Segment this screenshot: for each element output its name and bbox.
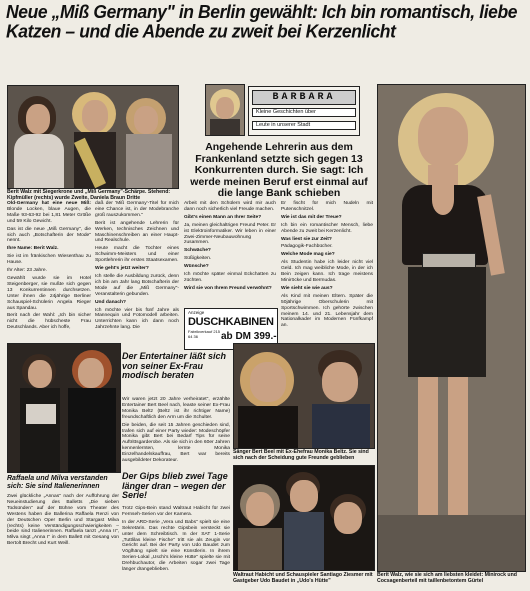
article-column-2 [95,201,179,333]
pageant-winners-photo [7,85,179,189]
column3-question: Gibt's einen Mann an Ihrer Seite? [184,214,262,220]
singer-photo-caption: Sänger Bert Beel mit Ex-Ehefrau Monika Beltz. Sie sind sich nach der Scheidung gute Freunde geblieben [233,449,369,461]
party-photo [233,465,375,571]
column3-question: Schwäche? [184,248,211,254]
entertainer-heading: Der Entertainer läßt sich von seiner Ex-Frau modisch beraten [122,351,227,380]
column4-question: Welche Mode mag sie? [281,252,335,258]
column2-question: Wie geht's jetzt weiter? [95,266,149,272]
ad-title: DUSCHKABINEN [188,316,274,328]
column2-text: Ich stelle die Ausbildung zurück, denn ich bin am Jahr lang Botschafterin der Mode auf die „Miß Germany"-Veranstalterin gebunden. [95,273,179,297]
column4-question: Wie ist das mit der Treue? [281,214,342,220]
subhead: Angehende Lehrerin aus dem Frankenland setzte sich gegen 13 Konkurrenten durch. Sie sagt: Ich werde meinen Beruf erst einmal auf die lange Bank schieben [190,141,368,199]
barbara-subline-1: Kleine Geschichten über [252,108,356,117]
berit-photo-caption: Berit Walz, wie sie sich am liebsten kleidet: Minirock und Cocsagenberteil mit taillenbetontem Gürtel [377,572,517,584]
column1-text: Gewählt wurde sie im Hotel Steigenberger, sie mußte sich gegen 13 Konkurrentinnen durchsetzen. Unter ihnen die 24jährige Berliner Schauspiel-Schülerin Angela Rieger aus Spandau. [7,275,91,311]
column1-text: Sie ist im fränkischen Wiesenthau zu Hause. [7,254,91,266]
italian-heading: Raffaela und Milva verstanden sich: Sie sind Italienerinnen [7,475,108,490]
column4-question: Was liest sie zur Zeit? [281,236,332,242]
gips-article [122,506,230,575]
ad-price: ab DM 399.- [221,331,277,342]
column4-text: Ich bin ein romantischer Mensch, liebe Abende zu zweit bei Kerzenlicht. [281,222,373,234]
column4-text: Als Studentin habe ich leider nicht viel Geld. Ich mag weibliche Mode, in der ich Bein zeigen kann. Ich trage meistens Miniröcke und Bermudas. [281,260,373,283]
column1-text: Berit nach der Wahl: „Ich bin sicher nicht die hübscheste Frau Deutschlands. Aber ich hoffe, [7,313,91,331]
entertainer-text: Die beiden, die seit 15 Jahren geschieden sind, trafen sich auf einer Party wieder: Modeschöpfer Monika gibt Bert bei Bedarf Tips für seine Auftrittsgarderobe. Als sie sich in den 60er Jahren kennenlernten, lernte Monika Einzelhandelskauffrau, Bert war bereits ausgebildeter Dekorateur. [122,422,230,464]
column1-text: Blonde Locken, blaue Augen, die Maße 93-63-92 bei 1,81 Meter Größe und 59 Kilo Gewicht. [7,206,91,224]
headline: Neue „Miß Germany" in Berlin gewählt: Ich bin romantisch, liebe Katzen – und die Abende zu zweit bei Kerzenlicht [6,0,518,42]
column4-question: Wie sieht sie wie aus? [281,285,333,291]
pageant-photo-caption: Berit Walz mit Siegerkrone und „Miß Germany"-Schärpe. Stehend: Kipfmüller (rechts) wurde Zweite, Daniela Braun Dritte [7,189,171,201]
column3-text: Arbeit mit den Schülern wird mir auch dann noch sicherlich viel Freude machen. [184,201,276,212]
singer-and-exwife-photo [233,343,375,449]
ad-subtitle: Fabrikverkauf 215 64 36 [188,329,221,339]
column2-text: daß der 'Miß Germany'-Titel für mich eine Chance ist, in der Modebranche groß rauszukommen." [95,201,179,218]
italian-text: Zwei glückliche „Annas" nach der Aufführung der Neueinstudierung des Balletts „Die sieben Todsünden" auf der Bühne vom Theater des Westens haben die Ballerina Raffaela Renzi von der Deutschen Oper Berlin und Stargast Milva (rechts) keine Verständigungsschwierigkeiten – beide sind Italienerinnen. Raffaela tanzt „Anna II", Milva singt „Anna I" in dem Ballett mit Gesang von Bertolt Brecht und Kurt Weill. [7,494,119,547]
entertainer-text: Wir waren jetzt 20 Jahre verheiratet", erzählte Entertainer Bert Beel nach, leaste seiner Ex-Frau Monika Beltz (Beltz ist ihr richtiger Name) freundschaftlich den Arm um die Schulter. [122,397,230,420]
article-column-1 [7,201,91,333]
berit-walz-fullbody-photo [377,84,526,572]
barbara-title: BARBARA [252,90,356,105]
article-column-4 [281,201,373,331]
gips-heading: Der Gips blieb zwei Tage länger dran – wegen der Serie! [122,471,228,500]
party-photo-caption: Waltraut Habicht und Schauspieler Santiago Ziesmer mit Gastgeber Udo Baudet in „Udo's Hütte" [233,572,373,584]
italian-article [7,494,119,549]
column3-text: Süßigkeiten. [184,256,212,262]
column1-text: Das ist die neue „Miß Germany", die sich auch „Botschafterin der Mode" nennt. [7,226,91,244]
gips-text: Trotz Gips-Bein stand Waltraut Habicht für zwei Fernseh-Serien vor der Kamera. [122,506,230,517]
barbara-column-header [248,86,360,136]
column1-text: Ihr Alter: 23 Jahre. [7,268,47,274]
column4-text: Pädagogik-Fachbücher. [281,244,333,250]
column1-lead: Old-Germany hat eine neue Miß: [7,201,91,206]
article-column-3 [184,201,276,294]
column2-text: Heute macht die Tochter eines Schwimm-Meisters und einer Sportlehrerin ihr erstes Staatsexamen. [95,246,179,264]
column3-question: Wünsche? [184,264,209,270]
column3-text: Ja, meinen gleichaltrigen Freund Peter. Er ist Elektroinformatiker. Wir leben in einer Zwei-Zimmer-Neubauwohnung zusammen. [184,222,276,246]
column3-text: Ich möchte später einmal Eckchatten zu züchten. [184,272,276,283]
column2-text: Ich möchte vier bis fünf Jahre als Mannequin und Fotomodell arbeiten. Unterrichten kann ich dann noch Jahrzehnte lang. Die [95,307,179,331]
column2-text: Berit ist angehende Lehrerin für Werken, technisches Zeichnen und Maschinenschreiben an einer Haupt- und Realschule. [95,220,179,244]
column4-text: Er fischt für mich Nudeln mit Putenschnitzel. [281,201,373,212]
ad-kicker: Anzeige [188,310,205,315]
barbara-portrait [205,84,245,136]
ballet-singer-photo [7,343,121,473]
barbara-subline-2: Leute in unserer Stadt [252,121,356,130]
gips-text: In der ARD-Serie „Vera und Babs" spielt sie eine Sekretärin. Das rechte Gipsbein versteckt sie unter dem Schreibtisch. In der SAT 1-Serie „Tuttlilas kleine Fische" tritt sie als Zeugin vor Gericht auf. Bei der Party von Udo Baudet zum Vöglhäng spielt sie eine Künstlerin. In ihrem Serien-Lokal „Uschi's kleine Hütte" spielte sie mit Drehbuchautor, die Arbeiten sogar zwei Tage länger drangeblieben. [122,519,230,573]
column4-text: Als Kind mit meinen Eltern. Später die 50jährige Oberschulerin mit Sportschwimmen. Ich gehörte zwischen meinem 14. und 21. Lebensjahr dem Nationalkader im Modernen Fünfkampf an. [281,293,373,329]
entertainer-article [122,397,230,466]
column2-question: Und danach? [95,299,126,305]
column1-text: Ihre Name: Berit Walz. [7,246,59,252]
column3-question: Wird sie von Ihrem Freund verwöhnt? [184,285,272,291]
